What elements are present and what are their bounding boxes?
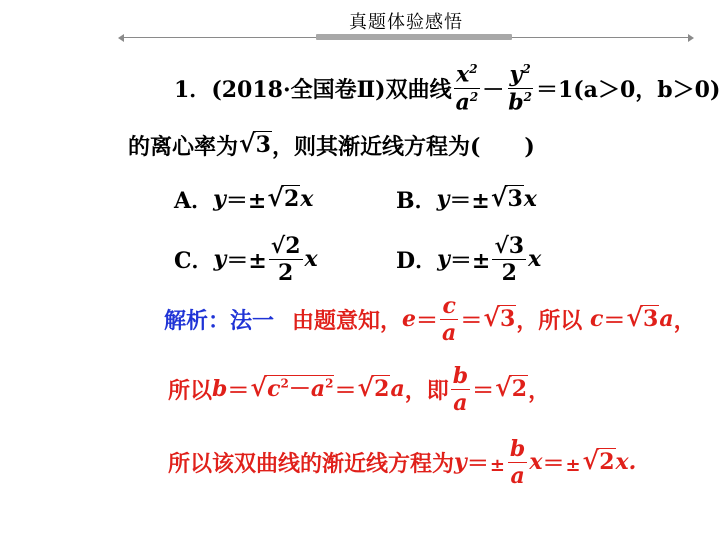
math-eq: ＝ xyxy=(460,307,483,334)
fraction-b-a xyxy=(508,435,527,489)
option-radicand: 2 xyxy=(283,186,300,213)
header-bar xyxy=(316,34,512,40)
sqrt-3: √ 3 xyxy=(239,128,271,159)
math-x: x. xyxy=(615,449,637,475)
fraction-c-a xyxy=(440,292,458,346)
math-b: b xyxy=(212,376,228,402)
option-x: x xyxy=(528,246,542,272)
solution-line-1 xyxy=(164,292,696,346)
option-radicand: 3 xyxy=(507,186,523,213)
question-text-2b: ，则其渐近线方程为( ) xyxy=(271,133,535,160)
math-e: e xyxy=(402,306,417,332)
option-label: A． xyxy=(174,187,214,214)
option-eq: ＝± xyxy=(226,247,267,274)
comma: ， xyxy=(673,307,696,334)
fraction-x2-a2 xyxy=(454,63,481,113)
solution-text: 所以 xyxy=(168,377,213,404)
minus-sign: － xyxy=(482,76,505,103)
fraction-num: $y^2$ xyxy=(509,61,531,88)
math-eq: ＝± xyxy=(466,450,505,477)
option-eq: ＝± xyxy=(225,187,267,214)
option-sqrt: √ 2 xyxy=(267,182,300,213)
fraction-den: a xyxy=(453,389,468,416)
option-x: x xyxy=(523,186,537,212)
option-var: y xyxy=(436,186,450,212)
solution-heading: 解析：法一 xyxy=(164,307,275,334)
math-c: c xyxy=(582,306,604,332)
question-source: (2018·全国卷Ⅱ) xyxy=(211,76,386,103)
option-eq: ＝± xyxy=(449,247,491,274)
sqrt-c2-a2: √ $c^2-a^2$ xyxy=(250,372,334,403)
option-c[interactable] xyxy=(174,230,318,288)
solution-line-2 xyxy=(168,362,550,416)
question-line-2 xyxy=(128,128,535,162)
section-header xyxy=(120,0,692,44)
fraction-num: b xyxy=(509,435,526,462)
solution-text: 所以该双曲线的渐近线方程为 xyxy=(168,450,455,477)
option-label: D． xyxy=(396,247,438,274)
question-text-1-tail: ＝1(a＞0，b＞0) xyxy=(535,76,720,103)
sqrt-2: √ 2 xyxy=(495,372,528,403)
fraction-num: b xyxy=(452,362,469,389)
solution-text: ，所以 xyxy=(516,307,583,334)
option-x: x xyxy=(300,186,314,212)
fraction-b-a xyxy=(451,362,470,416)
math-a: a xyxy=(659,306,674,332)
fraction-num: √2 xyxy=(270,232,301,259)
option-b[interactable] xyxy=(396,182,537,216)
math-x: x xyxy=(529,449,543,475)
math-eq: ＝ xyxy=(416,307,439,334)
sqrt-2: √ 2 xyxy=(357,372,390,403)
math-eq: ＝ xyxy=(227,377,250,404)
option-d[interactable] xyxy=(396,230,541,288)
fraction-den: a xyxy=(442,319,457,346)
option-a[interactable] xyxy=(174,182,313,216)
sqrt-2: √ 2 xyxy=(582,445,615,476)
math-eq: ＝ xyxy=(603,307,626,334)
math-a: a xyxy=(390,376,405,402)
fraction-num: $x^2$ xyxy=(456,61,478,88)
option-var: y xyxy=(437,246,450,272)
option-label: C． xyxy=(174,247,214,274)
option-sqrt: √ 3 xyxy=(490,182,523,213)
option-var: y xyxy=(213,186,226,212)
option-var: y xyxy=(213,246,227,272)
option-eq: ＝± xyxy=(449,187,490,214)
comma: ， xyxy=(528,377,551,404)
question-number: 1． xyxy=(174,76,212,103)
fraction-den: $b^2$ xyxy=(508,88,532,115)
option-x: x xyxy=(304,246,318,272)
math-eq: ＝± xyxy=(542,450,581,477)
option-label: B． xyxy=(396,187,437,214)
solution-text: ，即 xyxy=(404,377,449,404)
sqrt-3: √ 3 xyxy=(626,302,659,333)
fraction-den: a xyxy=(510,462,525,489)
fraction-num: √3 xyxy=(494,232,525,259)
fraction-den: 2 xyxy=(277,259,294,286)
fraction-den: 2 xyxy=(501,259,517,286)
question-text-2a: 的离心率为 xyxy=(128,133,239,160)
math-eq: ＝ xyxy=(334,377,357,404)
fraction-den: $a^2$ xyxy=(455,88,479,115)
option-fraction xyxy=(269,232,303,286)
question-line-1 xyxy=(174,62,720,114)
fraction-num: c xyxy=(442,292,456,319)
question-text-1: 双曲线 xyxy=(385,76,452,103)
solution-text: 由题意知， xyxy=(292,307,403,334)
sqrt-3: √ 3 xyxy=(483,302,516,333)
solution-line-3 xyxy=(168,434,636,490)
math-y: y xyxy=(454,449,467,475)
header-title: 真题体验感悟 xyxy=(349,12,463,33)
fraction-y2-b2 xyxy=(506,63,534,113)
math-eq: ＝ xyxy=(472,377,495,404)
option-fraction xyxy=(492,232,526,286)
